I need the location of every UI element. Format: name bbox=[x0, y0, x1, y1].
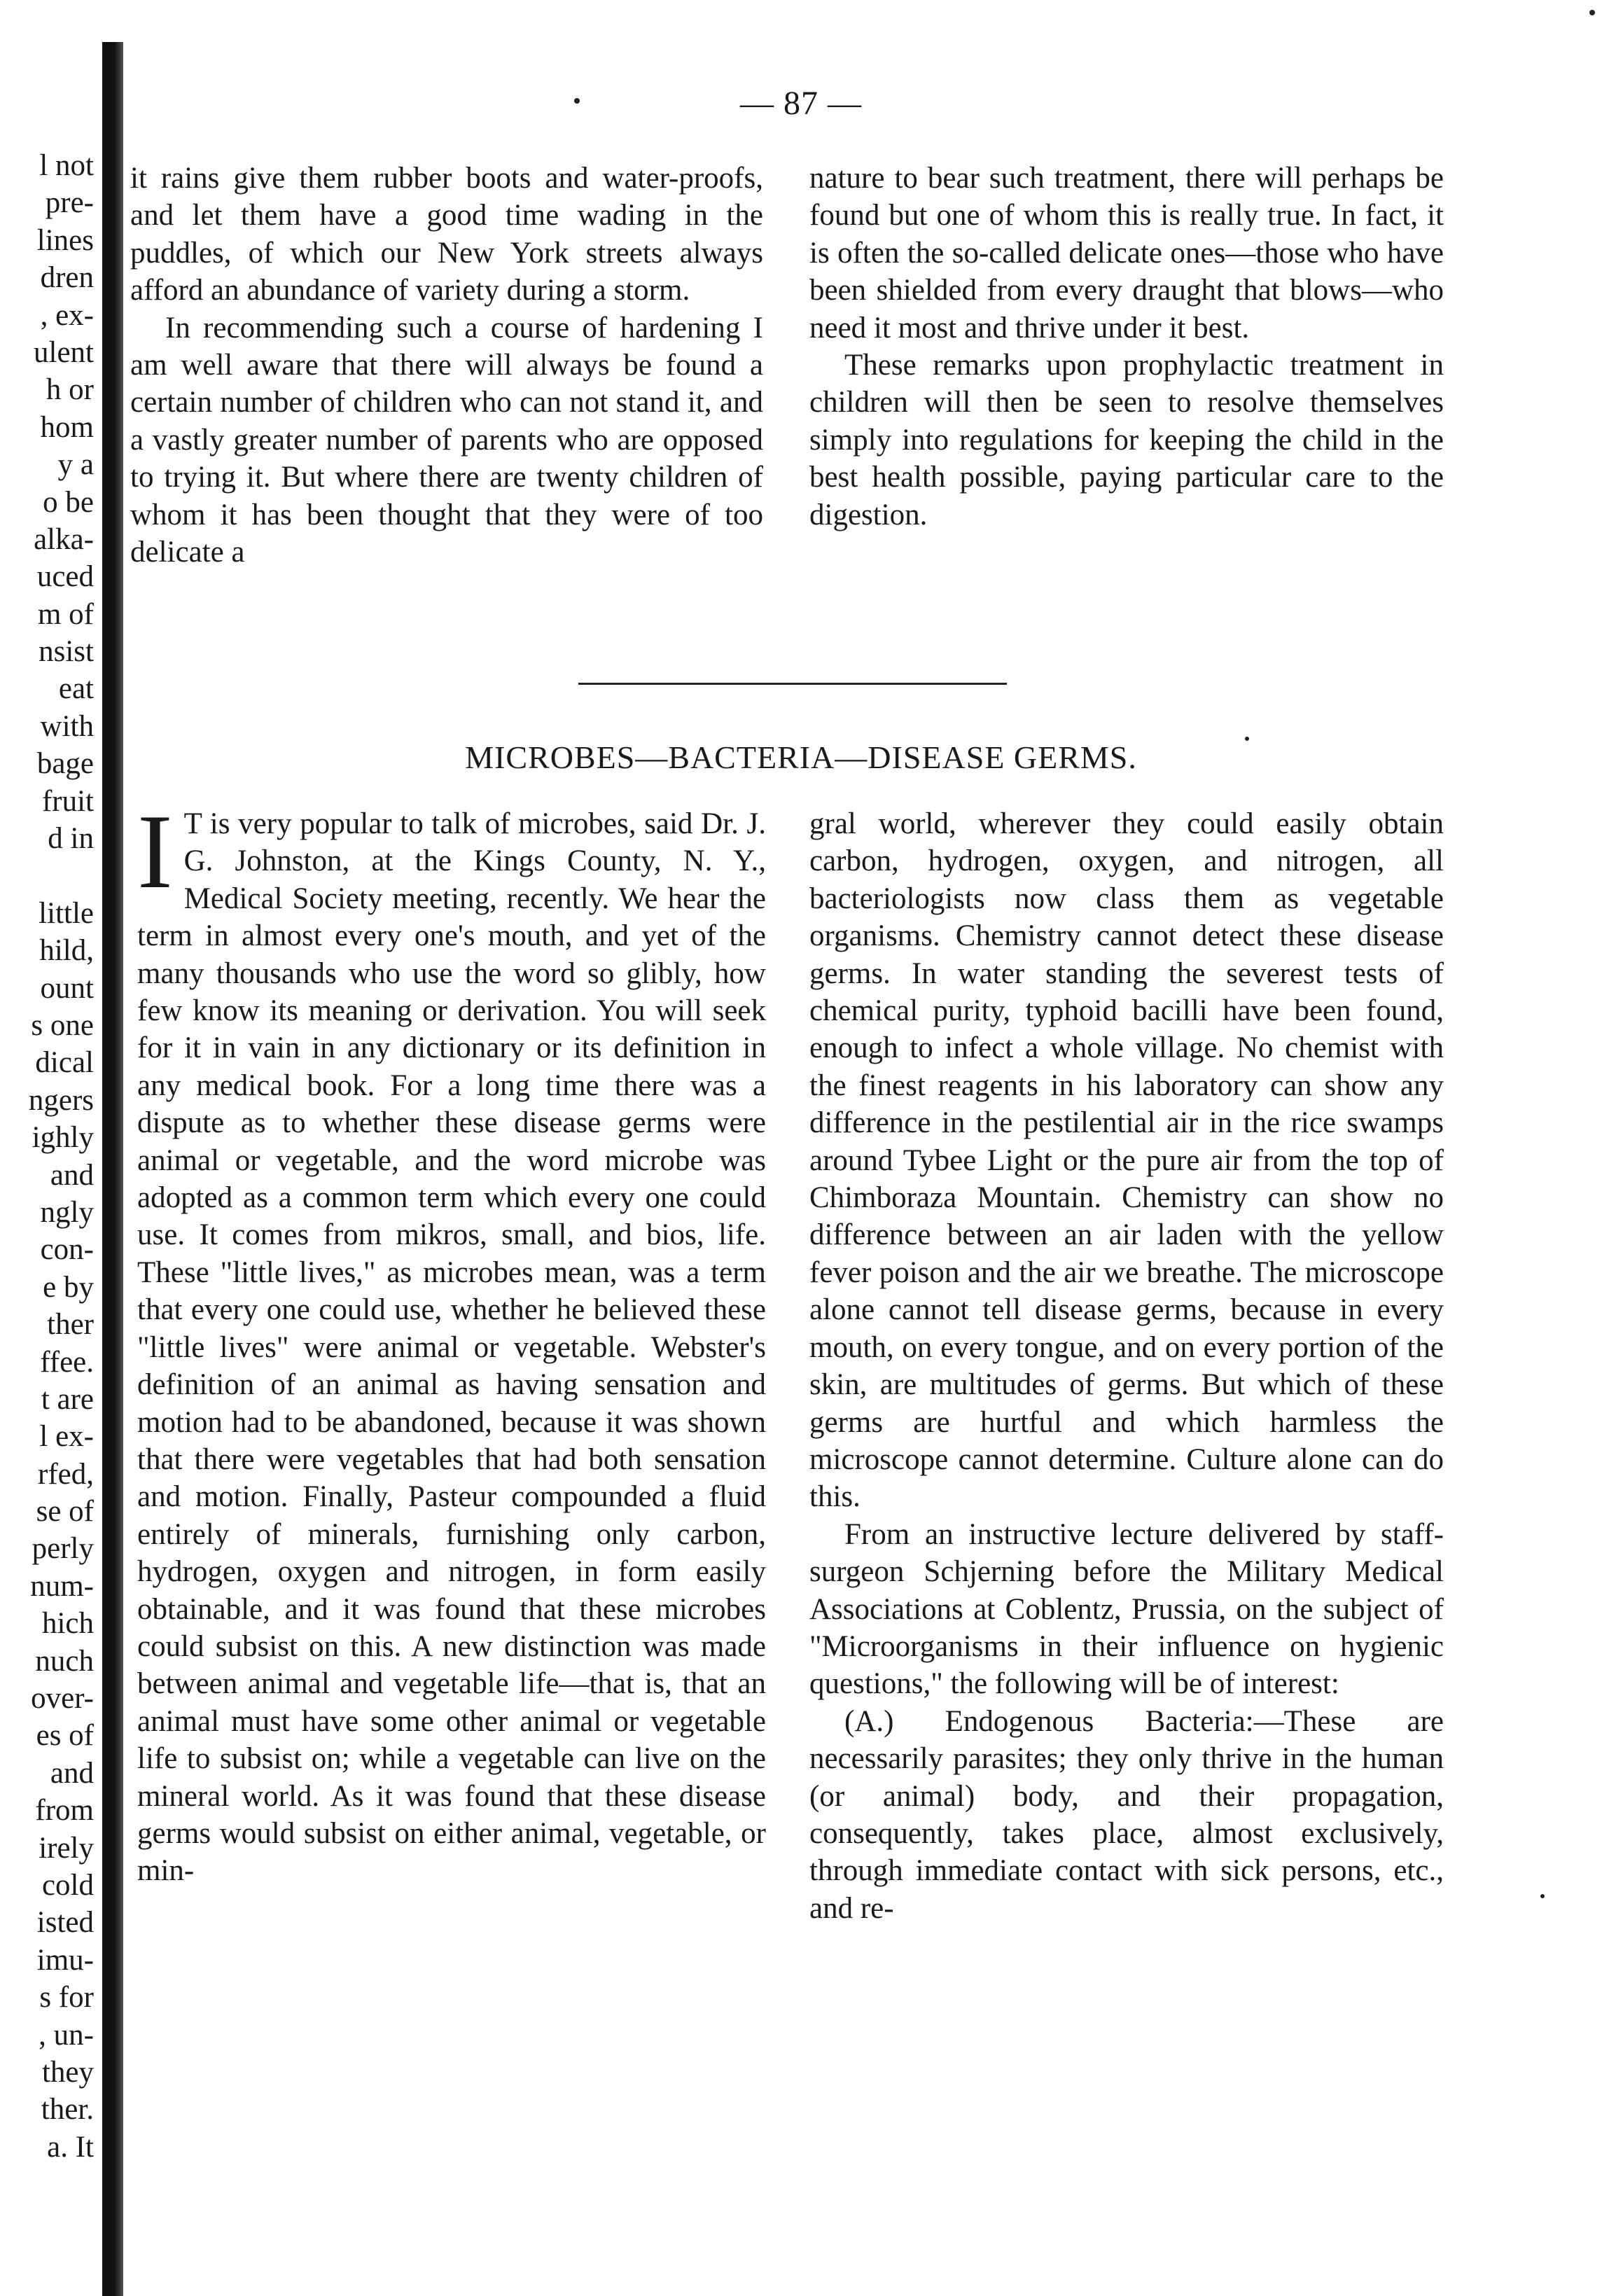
margin-fragment: , un- bbox=[39, 2018, 94, 2052]
ink-speck bbox=[1589, 10, 1595, 15]
margin-fragment: and bbox=[50, 1158, 94, 1192]
margin-fragment: perly bbox=[32, 1532, 94, 1566]
margin-fragment: num- bbox=[30, 1569, 94, 1603]
margin-gap bbox=[0, 857, 94, 894]
paragraph: it rains give them rubber boots and water-proofs, and let them have a good time wading in the puddles, of which our New York streets always afford an abundance of variety during a storm. bbox=[130, 162, 763, 307]
left-margin-fragments bbox=[0, 147, 98, 2166]
margin-fragment: dical bbox=[35, 1046, 94, 1080]
article-opening-paragraph bbox=[137, 793, 766, 1890]
margin-fragment: t are bbox=[41, 1382, 94, 1416]
margin-fragment: ighly bbox=[32, 1121, 94, 1155]
margin-fragment: , ex- bbox=[40, 298, 94, 332]
paragraph: (A.) Endogenous Bacteria:—These are necessarily parasites; they only thrive in the human (or animal) body, and their propagation, consequently, takes place, almost exclusively, through immediate contact with sick persons, etc., and re- bbox=[809, 1704, 1444, 1925]
margin-fragment: l not bbox=[39, 149, 94, 182]
margin-fragment: nuch bbox=[35, 1644, 94, 1678]
margin-fragment: s one bbox=[31, 1008, 94, 1042]
margin-fragment: they bbox=[41, 2055, 94, 2089]
margin-fragment: es of bbox=[36, 1719, 94, 1753]
drop-cap: I bbox=[137, 793, 173, 910]
section-title: MICROBES—BACTERIA—DISEASE GERMS. bbox=[465, 739, 1137, 775]
margin-fragment: nsist bbox=[39, 635, 94, 669]
margin-fragment: ther bbox=[47, 1308, 94, 1342]
margin-fragment: ount bbox=[40, 971, 94, 1005]
margin-fragment: little bbox=[39, 896, 94, 930]
margin-fragment: over- bbox=[31, 1682, 94, 1716]
top-right-column bbox=[809, 160, 1444, 534]
margin-fragment: d in bbox=[48, 822, 94, 856]
margin-fragment: s for bbox=[39, 1981, 94, 2015]
margin-fragment: and bbox=[50, 1756, 94, 1790]
paragraph: These remarks upon prophylactic treatment in children will then be seen to resolve themselves simply into regulations for keeping the child in the best health possible, paying particular care to the digestion. bbox=[809, 349, 1444, 531]
margin-fragment: pre- bbox=[45, 186, 94, 220]
margin-fragment: irely bbox=[39, 1831, 94, 1865]
margin-fragment: ngers bbox=[28, 1083, 94, 1117]
margin-fragment: e by bbox=[43, 1270, 94, 1304]
article-right-column bbox=[809, 805, 1444, 1927]
margin-fragment: a. It bbox=[47, 2130, 94, 2164]
paragraph: From an instructive lecture delivered by staff-surgeon Schjerning before the Military Medical Associations at Coblentz, Prussia, on the subject of "Microorganisms in their influence on hygienic questions," the following will be of interest: bbox=[809, 1517, 1444, 1701]
binding-rule bbox=[102, 42, 123, 2296]
margin-fragment: cold bbox=[41, 1868, 94, 1902]
paragraph: In recommending such a course of hardening I am well aware that there will always be found a certain number of children who can not stand it, and a vastly greater number of parents who are opposed to trying it. But where there are twenty children of whom it has been thought that they were of too delicate a bbox=[130, 311, 763, 569]
margin-fragment: con- bbox=[40, 1233, 94, 1267]
margin-fragment: alka- bbox=[34, 522, 94, 556]
margin-fragment: hom bbox=[40, 410, 94, 444]
margin-fragment: m of bbox=[37, 597, 94, 631]
page-number: — 87 — bbox=[740, 85, 862, 122]
margin-fragment: from bbox=[35, 1794, 94, 1828]
margin-fragment: ffee. bbox=[40, 1345, 94, 1379]
margin-fragment: ulent bbox=[34, 335, 94, 369]
margin-fragment: ngly bbox=[40, 1195, 94, 1229]
article-text: T is very popular to talk of microbes, said Dr. J. G. Johnston, at the Kings County, N. Y., Medical Society meeting, recently. We hear the term in almost every one's mouth, and yet of the many thousands who use the word so glibly, how few know its meaning or derivation. You will seek for it in vain in any dictionary or its definition in any medical book. For a long time there was a dispute as to whether these disease germs were animal or vegetable, and the word microbe was adopted as a common term which every one could use. It comes from mikros, small, and bios, life. These "little lives," as microbes mean, was a term that every one could use, whether he believed these "little lives" were animal or vegetable. Webster's definition of an animal as having sensation and motion had to be abandoned, because it was shown that there were vegetables that had both sensation and motion. Finally, Pasteur compounded a fluid entirely of minerals, furnishing only carbon, hydrogen, oxygen and nitrogen, in form easily obtainable, and it was found that these microbes could subsist on this. A new distinction was made between animal and vegetable life—that is, that an animal must have some other animal or vegetable life to subsist on; while a vegetable can live on the mineral world. As it was found that these disease germs would subsist on either animal, vegetable, or min- bbox=[137, 807, 766, 1888]
margin-fragment: o be bbox=[43, 485, 94, 519]
margin-fragment: dren bbox=[40, 261, 94, 295]
margin-fragment: hild, bbox=[39, 934, 94, 968]
margin-fragment: se of bbox=[36, 1495, 94, 1529]
margin-fragment: h or bbox=[46, 373, 94, 407]
margin-fragment: isted bbox=[36, 1906, 94, 1940]
margin-fragment: hich bbox=[41, 1607, 94, 1641]
paragraph: gral world, wherever they could easily obtain carbon, hydrogen, oxygen, and nitrogen, all bacteriologists now class them as vegetable organisms. Chemistry cannot detect these disease germs. In water standing the severest tests of chemical purity, typhoid bacilli have been found, enough to infect a whole village. No chemist with the finest reagents in his laboratory can show any difference in the pestilential air in the rice swamps around Tybee Light or the pure air from the top of Chimboraza Mountain. Chemistry can show no difference between an air laden with the yellow fever poison and the air we breathe. The microscope alone cannot tell disease germs, because in every mouth, on every tongue, and on every portion of the skin, are multitudes of germs. But which of these germs are hurtful and which harmless the microscope cannot determine. Culture alone can do this. bbox=[809, 807, 1444, 1514]
margin-fragment: with bbox=[40, 709, 94, 743]
margin-fragment: y a bbox=[57, 448, 94, 482]
margin-fragment: uced bbox=[36, 560, 94, 594]
margin-fragment: eat bbox=[58, 672, 94, 706]
ink-speck bbox=[1540, 1894, 1545, 1898]
margin-fragment: rfed, bbox=[38, 1457, 94, 1491]
section-divider bbox=[578, 683, 1007, 685]
margin-fragment: fruit bbox=[41, 784, 94, 818]
margin-fragment: bage bbox=[36, 747, 94, 781]
margin-fragment: ther. bbox=[41, 2093, 94, 2127]
paragraph: nature to bear such treatment, there will perhaps be found but one of whom this is really true. In fact, it is often the so-called delicate ones—those who have been shielded from every draught that blows—who need it most and thrive under it best. bbox=[809, 162, 1444, 345]
margin-fragment: lines bbox=[36, 223, 94, 257]
margin-fragment: imu- bbox=[36, 1943, 94, 1977]
margin-fragment: l ex- bbox=[39, 1420, 94, 1454]
article-left-column bbox=[137, 793, 766, 1890]
top-left-column bbox=[130, 160, 763, 571]
